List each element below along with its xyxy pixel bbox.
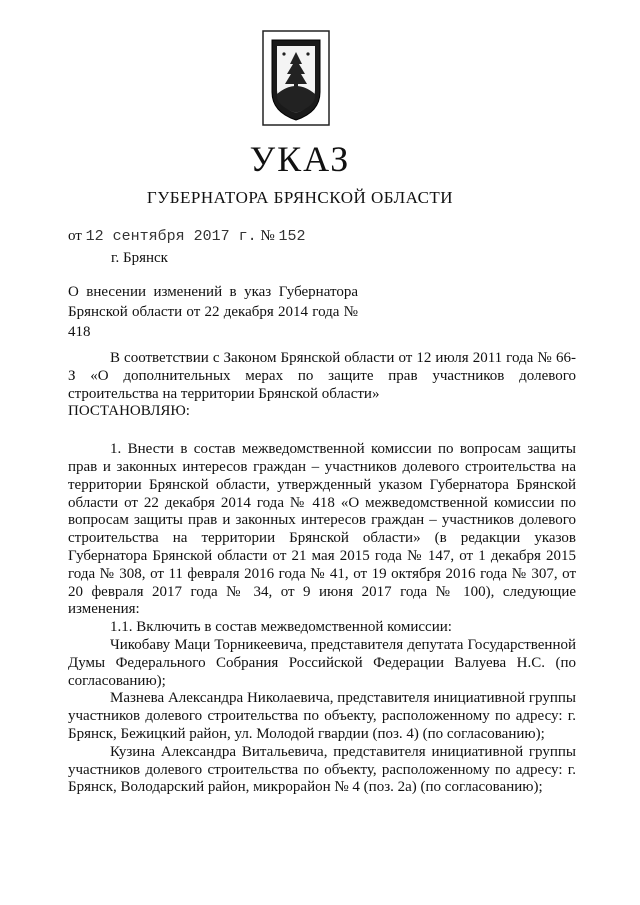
date-number-line: от 12 сентября 2017 г. № 152 bbox=[68, 228, 306, 245]
resolve-heading: ПОСТАНОВЛЯЮ: bbox=[68, 403, 190, 420]
preamble-text: В соответствии с Законом Брянской области от 12 июля 2011 года № 66-З «О дополнительных мерах по защите прав участников долевого строительства на территории Брянской области» bbox=[68, 350, 576, 402]
paragraph-1-1: 1.1. Включить в состав межведомственной комиссии: bbox=[110, 619, 452, 636]
city-line: г. Брянск bbox=[111, 250, 168, 266]
member-maznev: Мазнева Александра Николаевича, представителя инициативной группы участников долевого строительства по объекту, расположенному по адресу: г. Брянск, Бежицкий район, ул. Молодой гвардии (поз. 4) (по согласованию); bbox=[68, 690, 576, 742]
decree-body bbox=[68, 350, 576, 797]
document-title: УКАЗ bbox=[249, 139, 351, 179]
paragraph-1: 1. Внести в состав межведомственной комиссии по вопросам защиты прав и законных интересов граждан – участников долевого строительства на территории Брянской области, утвержденный указом Губернатора Брянской области от 22 декабря 2014 года № 418 «О межведомственной комиссии по вопросам защиты прав и законных интересов граждан – участников долевого строительства на территории Брянской области» (в редакции указов Губернатора Брянской области от 21 мая 2015 года № 147, от 1 декабря 2015 года № 308, от 11 февраля 2016 года № 41, от 19 октября 2016 года № 307, от 20 февраля 2017 года № 34, от 9 июня 2017 года № 100), следующие изменения: bbox=[68, 441, 576, 618]
bryansk-coat-of-arms-icon bbox=[262, 30, 330, 126]
member-chikobava: Чикобаву Маци Торникеевича, представителя депутата Государственной Думы Федерального Собрания Российской Федерации Валуева Н.С. (по согласованию); bbox=[68, 636, 576, 689]
document-subtitle: ГУБЕРНАТОРА БРЯНСКОЙ ОБЛАСТИ bbox=[146, 188, 454, 207]
date-value: 12 сентября 2017 г bbox=[85, 228, 248, 245]
number-value: 152 bbox=[278, 228, 306, 245]
date-prefix: от bbox=[68, 228, 82, 244]
decree-subject: О внесении изменений в указ Губернатора Брянской области от 22 декабря 2014 года № 418 bbox=[68, 284, 358, 340]
number-label: № bbox=[260, 228, 275, 244]
member-kuzin: Кузина Александра Витальевича, представителя инициативной группы участников долевого строительства по объекту, расположенному по адресу: г. Брянск, Володарский район, микрорайон № 4 (поз. 2а) (по согласованию); bbox=[68, 743, 576, 796]
